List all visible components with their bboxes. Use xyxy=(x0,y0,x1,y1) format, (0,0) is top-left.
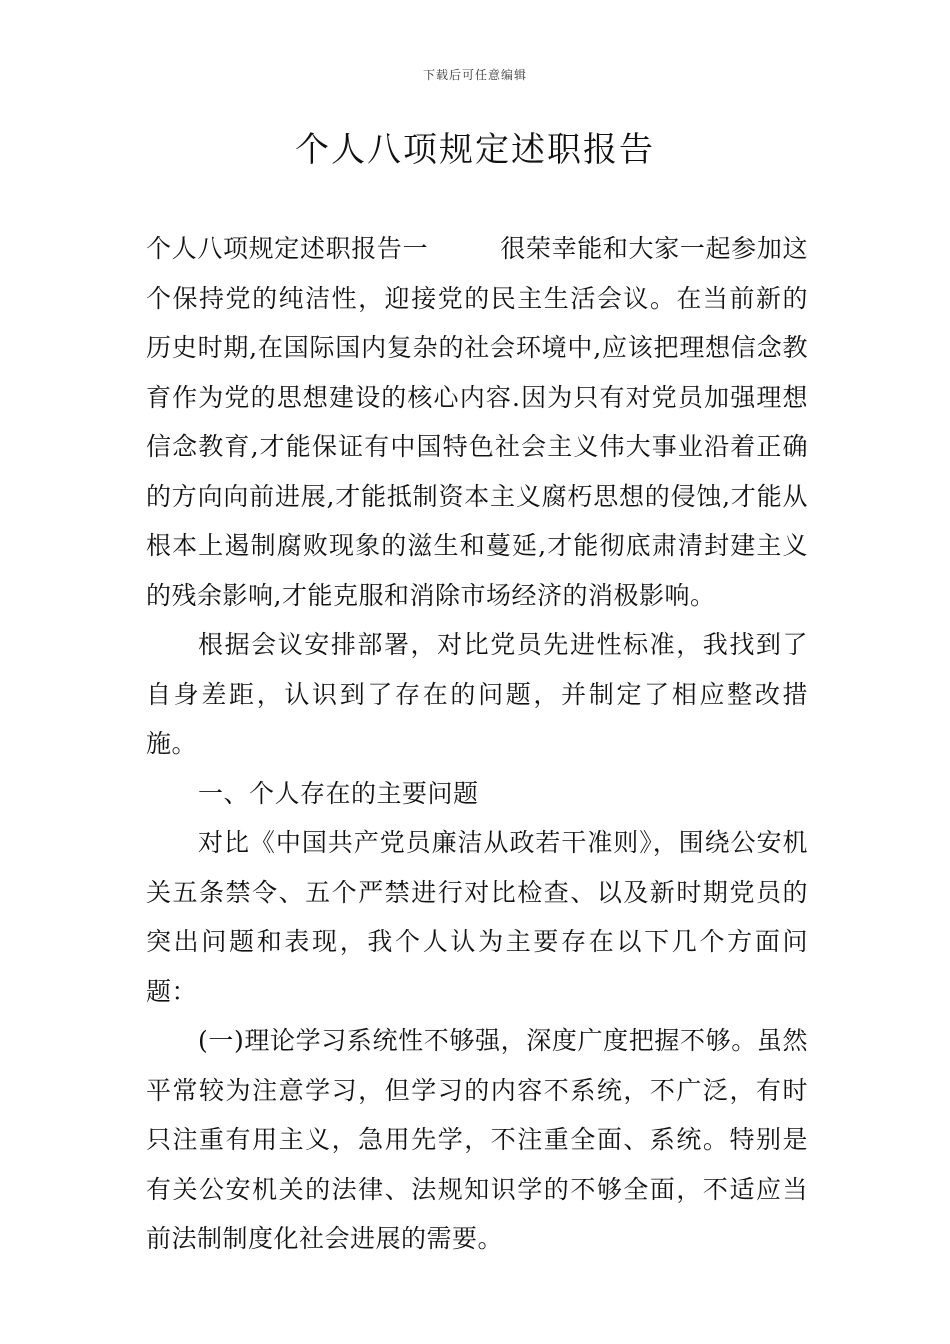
paragraph-comparison: 对比《中国共产党员廉洁从政若干准则》，围绕公安机关五条禁令、五个严禁进行对比检查、以及新时期党员的突出问题和表现，我个人认为主要存在以下几个方面问题： xyxy=(146,828,808,1006)
paragraph-theory-study: (一)理论学习系统性不够强，深度广度把握不够。虽然平常较为注意学习，但学习的内容不系统，不广泛，有时只注重有用主义，急用先学，不注重全面、系统。特别是有关公安机关的法律、法规知识学的不够全面，不适应当前法制制度化社会进展的需要。 xyxy=(146,1026,808,1253)
document-title: 个人八项规定述职报告 xyxy=(295,130,655,170)
paragraph-intro-lead: 个人八项规定述职报告一 xyxy=(146,234,429,263)
paragraph-arrangement: 根据会议安排部署，对比党员先进性标准，我找到了自身差距，认识到了存在的问题，并制定了相应整改措施。 xyxy=(146,630,808,758)
paragraph-intro-text: 很荣幸能和大家一起参加这个保持党的纯洁性，迎接党的民主生活会议。在当前新的历史时期,在国际国内复杂的社会环境中,应该把理想信念教育作为党的思想建设的核心内容.因为只有对党员加强理想信念教育,才能保证有中国特色社会主义伟大事业沿着正确的方向向前进展,才能抵制资本主义腐朽思想的侵蚀,才能从根本上遏制腐败现象的滋生和蔓延,才能彻底肃清封建主义的残余影响,才能克服和消除市场经济的消极影响。 xyxy=(146,234,808,610)
document-body xyxy=(146,224,808,1264)
section-heading-main-problems: 一、个人存在的主要问题 xyxy=(198,778,479,808)
paragraph-intro xyxy=(146,224,808,620)
header-note: 下载后可任意编辑 xyxy=(422,68,527,82)
